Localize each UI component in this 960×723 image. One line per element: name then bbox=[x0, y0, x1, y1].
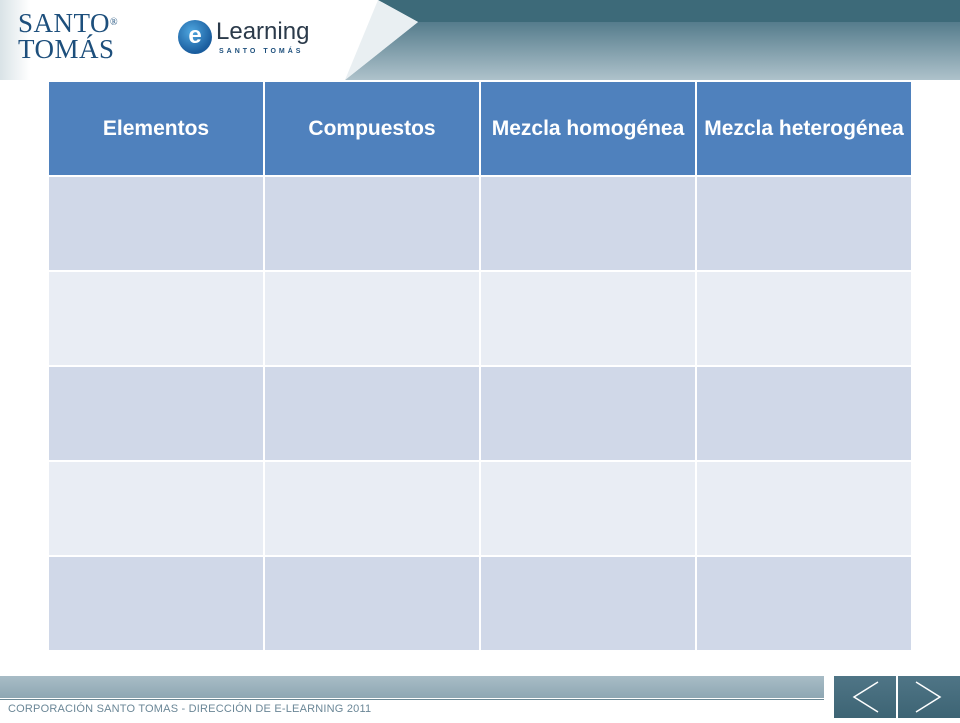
table-row bbox=[48, 366, 912, 461]
next-slide-button[interactable] bbox=[898, 676, 960, 718]
table-cell bbox=[48, 366, 264, 461]
santo-tomas-logo: SANTO® TOMÁS bbox=[18, 8, 119, 64]
table-cell bbox=[264, 271, 480, 366]
header-mezcla-heterogenea: Mezcla heterogénea bbox=[696, 81, 912, 176]
table-cell bbox=[480, 176, 696, 271]
header-mezcla-homogenea: Mezcla homogénea bbox=[480, 81, 696, 176]
table-cell bbox=[696, 176, 912, 271]
header-elementos: Elementos bbox=[48, 81, 264, 176]
table-cell bbox=[480, 271, 696, 366]
table-cell bbox=[480, 556, 696, 651]
table-cell bbox=[696, 271, 912, 366]
chevron-right-icon bbox=[898, 676, 960, 718]
header bbox=[0, 0, 960, 80]
elearning-logo bbox=[176, 16, 336, 64]
table-cell bbox=[48, 461, 264, 556]
table-cell bbox=[48, 271, 264, 366]
classification-table bbox=[47, 80, 913, 655]
table-cell bbox=[264, 176, 480, 271]
table-cell bbox=[696, 556, 912, 651]
header-decorative-band bbox=[0, 0, 960, 80]
header-compuestos: Compuestos bbox=[264, 81, 480, 176]
table-cell bbox=[696, 461, 912, 556]
table-row bbox=[48, 271, 912, 366]
table-header-row bbox=[48, 81, 912, 176]
table-cell bbox=[264, 461, 480, 556]
chevron-left-icon bbox=[834, 676, 896, 718]
table-cell bbox=[48, 556, 264, 651]
elearning-word: Learning bbox=[216, 18, 310, 45]
e-globe-icon: e bbox=[178, 20, 212, 54]
footer-divider bbox=[0, 699, 824, 700]
elearning-subtitle: SANTO TOMÁS bbox=[219, 48, 304, 55]
table-cell bbox=[264, 366, 480, 461]
previous-slide-button[interactable] bbox=[834, 676, 896, 718]
table-row bbox=[48, 176, 912, 271]
footer-copyright: CORPORACIÓN SANTO TOMAS - DIRECCIÓN DE E-LEARNING 2011 bbox=[8, 703, 372, 715]
table-cell bbox=[696, 366, 912, 461]
table-row bbox=[48, 556, 912, 651]
table-cell bbox=[480, 461, 696, 556]
table-cell bbox=[264, 556, 480, 651]
table-cell bbox=[48, 176, 264, 271]
table-row bbox=[48, 461, 912, 556]
table-cell bbox=[480, 366, 696, 461]
footer-band bbox=[0, 676, 824, 698]
